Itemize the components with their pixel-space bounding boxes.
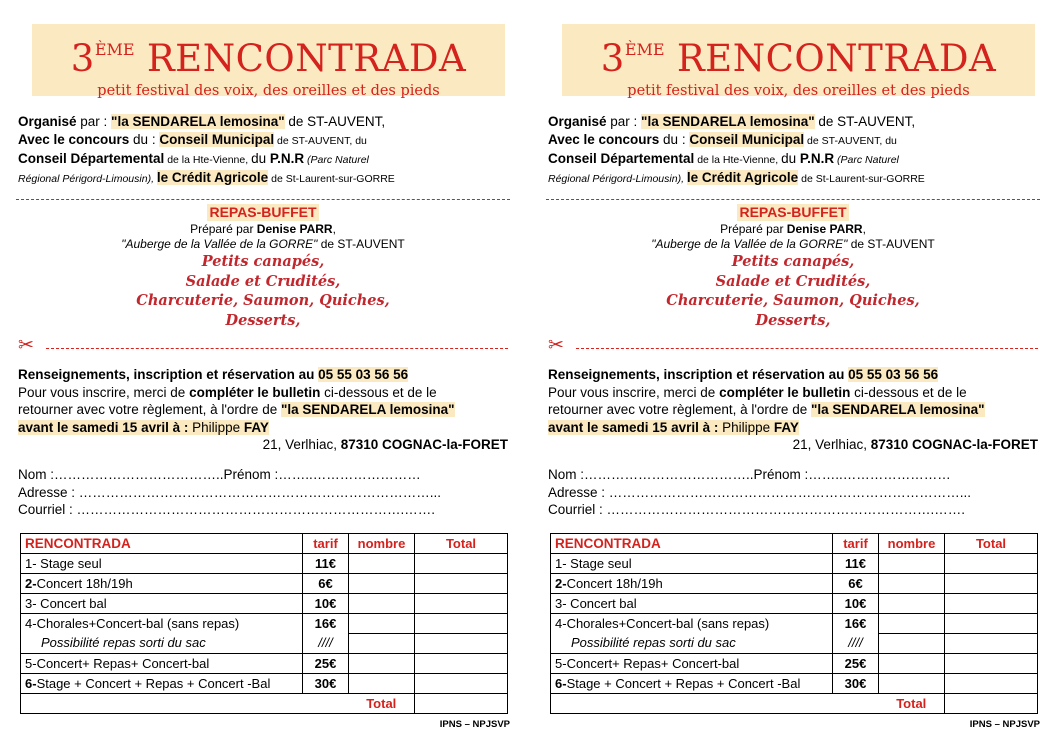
registration-info: Renseignements, inscription et réservation au 05 55 03 56 56 Pour vous inscrire, merci de compléter le bulletin ci-dessous et de le retourner avec votre règlement, à l'ordre de "la SENDARELA lemosina" avant le samedi 15 avril à : Philippe FAY 21, Verlhiac, 87310 COGNAC-la-FORET (18, 367, 508, 452)
festival-title: 3ÈME RENCONTRADA (600, 37, 997, 80)
header-total: Total (415, 534, 508, 554)
title-banner (32, 24, 505, 99)
separator-line (16, 199, 510, 200)
table-row: 1- Stage seul 11€ (551, 554, 1038, 574)
ipns-footer: IPNS – NPJSVP (969, 719, 1040, 730)
festival-subtitle: petit festival des voix, des oreilles et des pieds (627, 83, 970, 99)
price-cell: 30€ (303, 674, 349, 694)
table-total-row (21, 694, 508, 714)
total-cell (945, 594, 1038, 614)
dish-item: Charcuterie, Saumon, Quiches, (136, 292, 390, 309)
dish-item: Desserts, (755, 311, 831, 329)
nombre-cell[interactable] (349, 614, 415, 634)
price-cell: 11€ (303, 554, 349, 574)
cut-dashed-line (46, 348, 508, 349)
table-row: 3- Concert bal 10€ (21, 594, 508, 614)
courriel-field[interactable]: Courriel : ……………………………………………………………….……. (548, 502, 966, 517)
courriel-field[interactable]: Courriel : ……………………………………………………………….……. (18, 502, 436, 517)
table-header-row (551, 534, 1038, 554)
table-row: 2-Concert 18h/19h 6€ (551, 574, 1038, 594)
separator-line (546, 199, 1040, 200)
total-cell (945, 634, 1038, 654)
dish-item: Petits canapés, (201, 253, 325, 270)
festival-title: 3ÈME RENCONTRADA (70, 37, 467, 80)
adresse-field[interactable]: Adresse : ……………………………………………………………………... (548, 484, 972, 500)
nombre-cell[interactable] (879, 614, 945, 634)
scissors-icon: ✂ (18, 335, 34, 356)
price-cell: 25€ (303, 654, 349, 674)
total-cell (945, 674, 1038, 694)
price-cell: 6€ (303, 574, 349, 594)
nombre-cell[interactable] (879, 674, 945, 694)
registration-form (548, 466, 1040, 519)
nombre-cell[interactable] (879, 654, 945, 674)
dish-item: Petits canapés, (731, 253, 855, 270)
cut-line (18, 335, 510, 356)
auberge-line: "Auberge de la Vallée de la GORRE" de ST-AUVENT (121, 237, 405, 251)
price-cell: 16€ (303, 614, 349, 634)
price-cell: 16€ (833, 614, 879, 634)
flyer-left (16, 0, 512, 737)
table-row: Possibilité repas sorti du sac //// (551, 634, 1038, 654)
title-banner (562, 24, 1035, 99)
price-cell: 10€ (303, 594, 349, 614)
nombre-cell[interactable] (879, 594, 945, 614)
price-cell: 10€ (833, 594, 879, 614)
table-row: 6-Stage + Concert + Repas + Concert -Bal 30€ (21, 674, 508, 694)
price-cell: 30€ (833, 674, 879, 694)
nombre-cell[interactable] (349, 574, 415, 594)
repas-buffet-title: REPAS-BUFFET (739, 204, 847, 220)
repas-buffet-title: REPAS-BUFFET (209, 204, 317, 220)
header-rencontrada: RENCONTRADA (551, 534, 833, 554)
total-cell (415, 674, 508, 694)
price-cell: 6€ (833, 574, 879, 594)
festival-subtitle: petit festival des voix, des oreilles et des pieds (97, 83, 440, 99)
tarif-table (20, 533, 508, 714)
organizers-block: Organisé par : "la SENDARELA lemosina" de ST-AUVENT, Avec le concours du : Conseil Municipal de ST-AUVENT, du Conseil Départemental de la Hte-Vienne, du P.N.R (Parc Naturel Régional Périgord-Limousin), le Crédit Agricole de St-Laurent-sur-GORRE (548, 114, 925, 185)
header-rencontrada: RENCONTRADA (21, 534, 303, 554)
cut-line (548, 335, 1040, 356)
ipns-footer: IPNS – NPJSVP (439, 719, 510, 730)
total-label: Total (879, 694, 945, 714)
prepared-by: Préparé par Denise PARR, (190, 222, 336, 236)
grand-total-cell (945, 694, 1038, 714)
total-cell (415, 634, 508, 654)
table-header-row (21, 534, 508, 554)
adresse-field[interactable]: Adresse : ……………………………………………………………………... (18, 484, 442, 500)
header-tarif: tarif (303, 534, 349, 554)
nombre-cell[interactable] (349, 594, 415, 614)
total-cell (945, 654, 1038, 674)
total-cell (415, 614, 508, 634)
dish-item: Desserts, (225, 311, 301, 329)
table-row: 1- Stage seul 11€ (21, 554, 508, 574)
prepared-by: Préparé par Denise PARR, (720, 222, 866, 236)
repas-buffet-block (546, 204, 1040, 330)
total-cell (945, 574, 1038, 594)
table-row: 5-Concert+ Repas+ Concert-bal 25€ (21, 654, 508, 674)
table-row: 2-Concert 18h/19h 6€ (21, 574, 508, 594)
registration-form (18, 466, 510, 519)
registration-info: Renseignements, inscription et réservation au 05 55 03 56 56 Pour vous inscrire, merci de compléter le bulletin ci-dessous et de le retourner avec votre règlement, à l'ordre de "la SENDARELA lemosina" avant le samedi 15 avril à : Philippe FAY 21, Verlhiac, 87310 COGNAC-la-FORET (548, 367, 1038, 452)
dish-item: Salade et Crudités, (185, 272, 341, 290)
table-total-row (551, 694, 1038, 714)
nombre-cell[interactable] (879, 574, 945, 594)
tarif-table (550, 533, 1038, 714)
header-nombre: nombre (879, 534, 945, 554)
scissors-icon: ✂ (548, 335, 564, 356)
organizers-block: Organisé par : "la SENDARELA lemosina" de ST-AUVENT, Avec le concours du : Conseil Municipal de ST-AUVENT, du Conseil Départemental de la Hte-Vienne, du P.N.R (Parc Naturel Régional Périgord-Limousin), le Crédit Agricole de St-Laurent-sur-GORRE (18, 114, 395, 185)
nombre-cell[interactable] (879, 554, 945, 574)
grand-total-cell (415, 694, 508, 714)
nombre-cell[interactable] (879, 634, 945, 654)
header-total: Total (945, 534, 1038, 554)
header-tarif: tarif (833, 534, 879, 554)
price-cell: 11€ (833, 554, 879, 574)
table-row: 3- Concert bal 10€ (551, 594, 1038, 614)
total-cell (415, 594, 508, 614)
nombre-cell[interactable] (349, 634, 415, 654)
dish-item: Charcuterie, Saumon, Quiches, (666, 292, 920, 309)
nom-prenom-field[interactable]: Nom :………………………………..Prénom :……..…………………… (18, 467, 421, 482)
total-cell (415, 654, 508, 674)
total-cell (415, 554, 508, 574)
nombre-cell[interactable] (349, 554, 415, 574)
auberge-line: "Auberge de la Vallée de la GORRE" de ST-AUVENT (651, 237, 935, 251)
nombre-cell[interactable] (349, 654, 415, 674)
table-row: 4-Chorales+Concert-bal (sans repas) 16€ (21, 614, 508, 634)
price-cell: 25€ (833, 654, 879, 674)
dish-item: Salade et Crudités, (715, 272, 871, 290)
total-cell (415, 574, 508, 594)
price-cell: //// (833, 634, 879, 654)
table-row: 6-Stage + Concert + Repas + Concert -Bal 30€ (551, 674, 1038, 694)
total-cell (945, 554, 1038, 574)
total-cell (945, 614, 1038, 634)
price-cell: //// (303, 634, 349, 654)
total-label: Total (349, 694, 415, 714)
nombre-cell[interactable] (349, 674, 415, 694)
table-row: Possibilité repas sorti du sac //// (21, 634, 508, 654)
table-row: 4-Chorales+Concert-bal (sans repas) 16€ (551, 614, 1038, 634)
nom-prenom-field[interactable]: Nom :………………………………..Prénom :……..…………………… (548, 467, 951, 482)
header-nombre: nombre (349, 534, 415, 554)
flyer-right (546, 0, 1042, 737)
cut-dashed-line (576, 348, 1038, 349)
table-row: 5-Concert+ Repas+ Concert-bal 25€ (551, 654, 1038, 674)
repas-buffet-block (16, 204, 510, 330)
